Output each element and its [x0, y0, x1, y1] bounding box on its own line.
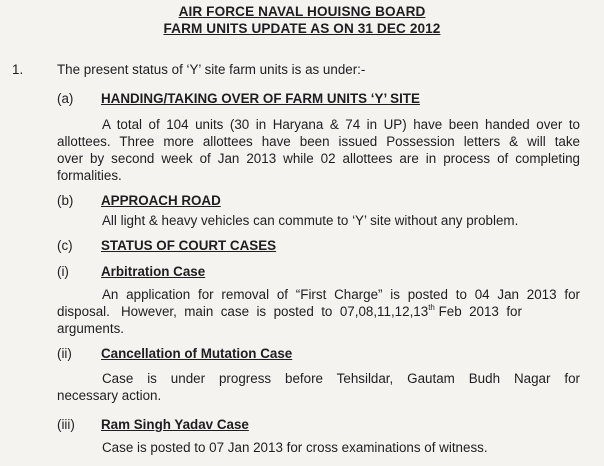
- case-ii-heading: Cancellation of Mutation Case: [101, 346, 293, 361]
- item-b-heading: APPROACH ROAD: [101, 193, 221, 208]
- case-i-line-2-superscript: th: [428, 303, 435, 312]
- case-i-line-2-post: Feb 2013 for: [434, 304, 522, 319]
- case-ii-line-2: necessary action.: [57, 388, 162, 403]
- case-iii-heading: Ram Singh Yadav Case: [101, 417, 249, 432]
- item-b-marker: (b): [57, 193, 74, 208]
- document-title-line-1: AIR FORCE NAVAL HOUISNG BOARD: [178, 4, 426, 19]
- case-i-line-3: arguments.: [57, 321, 124, 336]
- case-i-line-1: An application for removal of “First Charge” is posted to 04 Jan 2013 for: [102, 287, 580, 302]
- item-c-marker: (c): [57, 238, 73, 253]
- item-a-line-2: allottees. Three more allottees have been issued Possession letters & will take: [57, 134, 580, 149]
- item-a-line-4: formalities.: [57, 168, 122, 183]
- item-a-marker: (a): [57, 91, 74, 106]
- case-i-line-2-text: [57, 304, 522, 319]
- item-a-heading: HANDING/TAKING OVER OF FARM UNITS ‘Y’ SITE: [101, 91, 420, 106]
- section-intro: The present status of ‘Y’ site farm units is as under:-: [57, 62, 366, 77]
- case-i-marker: (i): [57, 264, 69, 279]
- item-b-line-1: All light & heavy vehicles can commute to ‘Y’ site without any problem.: [102, 213, 519, 228]
- item-c-heading: STATUS OF COURT CASES: [101, 238, 277, 253]
- case-ii-line-1: Case is under progress before Tehsildar, Gautam Budh Nagar for: [102, 371, 580, 386]
- document-title-line-2: FARM UNITS UPDATE AS ON 31 DEC 2012: [163, 21, 441, 36]
- item-a-line-1: A total of 104 units (30 in Haryana & 74 in UP) have been handed over to: [102, 117, 580, 132]
- case-i-heading: Arbitration Case: [101, 264, 206, 279]
- section-number: 1.: [12, 62, 24, 77]
- item-a-line-3: over by second week of Jan 2013 while 02 allottees are in process of completing: [57, 151, 580, 166]
- case-i-line-2-pre: disposal. However, main case is posted to 07,08,11,12,13: [57, 304, 429, 319]
- case-iii-marker: (iii): [57, 417, 75, 432]
- case-iii-line-1: Case is posted to 07 Jan 2013 for cross examinations of witness.: [102, 440, 488, 455]
- case-ii-marker: (ii): [57, 346, 72, 361]
- case-i-line-2: [57, 304, 580, 319]
